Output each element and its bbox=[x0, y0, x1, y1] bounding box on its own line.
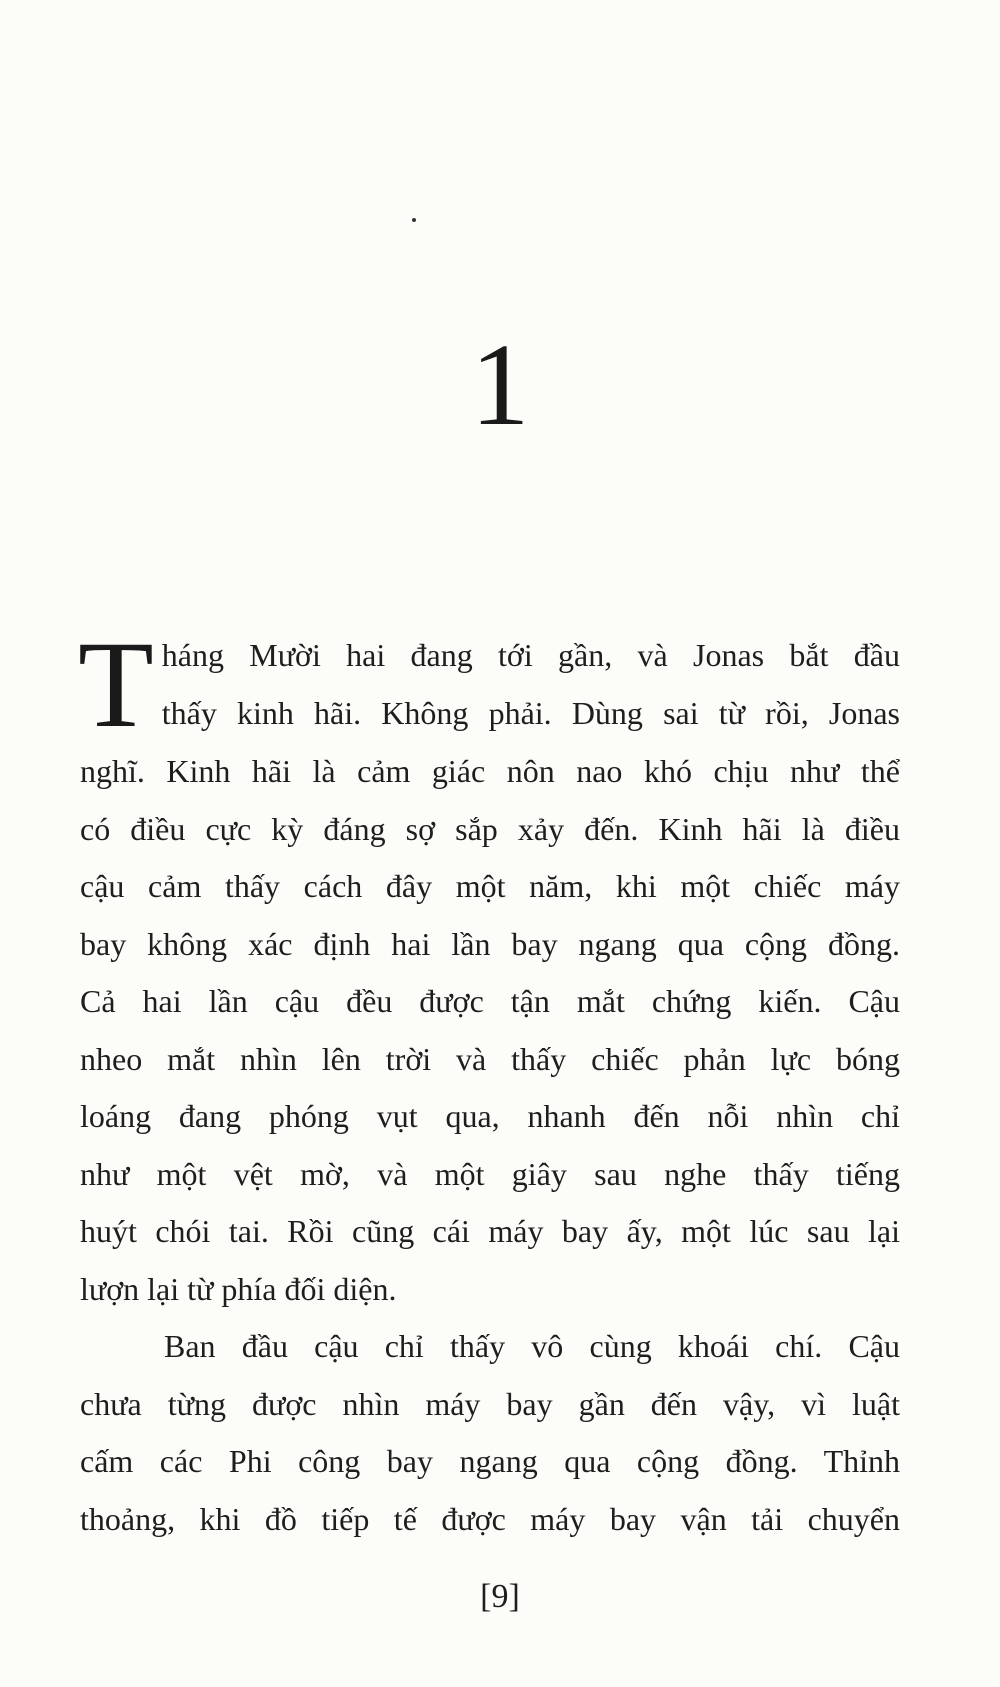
text-line: nghĩ. Kinh hãi là cảm giác nôn nao khó chịu như thể bbox=[80, 753, 900, 789]
text-line: cấm các Phi công bay ngang qua cộng đồng. Thỉnh bbox=[80, 1443, 900, 1479]
text-line: huýt chói tai. Rồi cũng cái máy bay ấy, một lúc sau lại bbox=[80, 1213, 900, 1249]
paragraph-2 bbox=[80, 1318, 900, 1548]
text-line: cậu cảm thấy cách đây một năm, khi một chiếc máy bbox=[80, 868, 900, 904]
text-line: có điều cực kỳ đáng sợ sắp xảy đến. Kinh hãi là điều bbox=[80, 810, 900, 847]
paragraph-1 bbox=[78, 616, 900, 1318]
text-line: bay không xác định hai lần bay ngang qua cộng đồng. bbox=[80, 925, 900, 962]
text-line: như một vệt mờ, và một giây sau nghe thấy tiếng bbox=[80, 1155, 900, 1192]
text-line: nheo mắt nhìn lên trời và thấy chiếc phản lực bóng bbox=[80, 1040, 900, 1077]
drop-cap: T bbox=[78, 616, 154, 753]
chapter-number: 1 bbox=[470, 319, 530, 450]
text-line: thoảng, khi đồ tiếp tế được máy bay vận tải chuyển bbox=[80, 1500, 900, 1537]
text-line: chưa từng được nhìn máy bay gần đến vậy, vì luật bbox=[80, 1385, 900, 1422]
text-line: lượn lại từ phía đối diện. bbox=[80, 1270, 397, 1307]
stray-ink-dot bbox=[412, 218, 416, 222]
text-line: thấy kinh hãi. Không phải. Dùng sai từ rồi, Jonas bbox=[161, 694, 900, 731]
text-line: loáng đang phóng vụt qua, nhanh đến nỗi nhìn chỉ bbox=[80, 1098, 900, 1134]
body-text bbox=[78, 616, 900, 1548]
text-line: háng Mười hai đang tới gần, và Jonas bắt đầu bbox=[161, 637, 900, 673]
page-number: [9] bbox=[480, 1578, 520, 1615]
text-line: Cả hai lần cậu đều được tận mắt chứng kiến. Cậu bbox=[80, 983, 900, 1019]
text-line: Ban đầu cậu chỉ thấy vô cùng khoái chí. Cậu bbox=[164, 1328, 900, 1364]
